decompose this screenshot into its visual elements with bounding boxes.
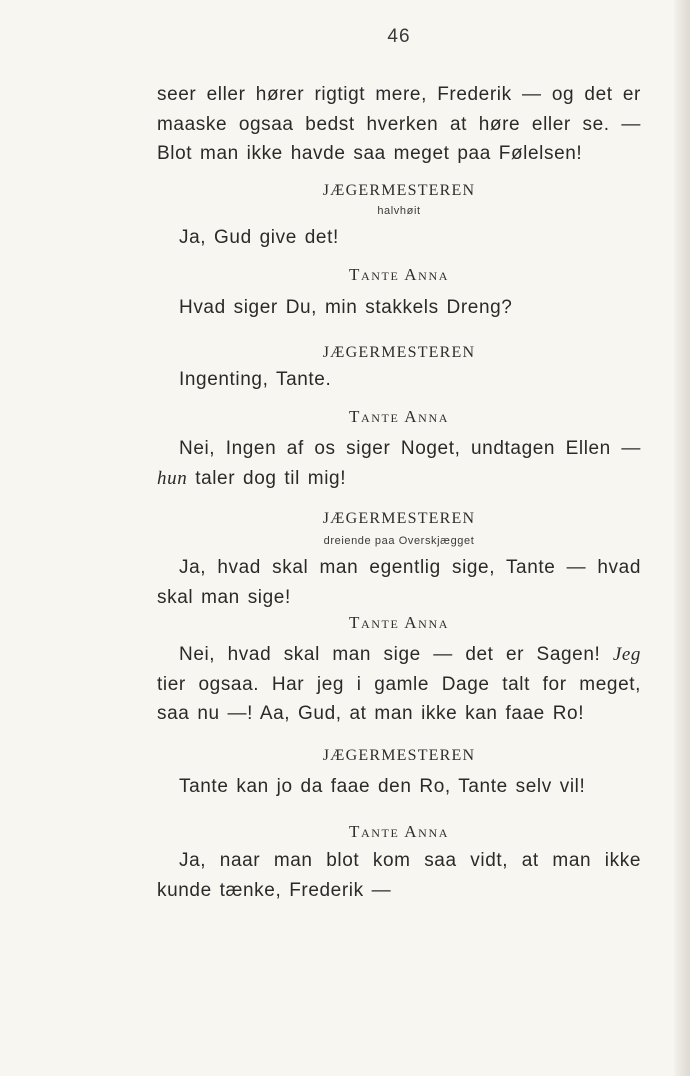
- text-line: Blot man ikke havde saa meget paa Følelsen!: [157, 143, 583, 164]
- italic-emphasis: hun: [157, 467, 188, 489]
- stage-direction: dreiende paa Overskjægget: [323, 535, 475, 547]
- speaker-name: Tante Anna: [349, 265, 449, 284]
- text-line: Ja, Gud give det!: [179, 227, 339, 248]
- text-line: Tante kan jo da faae den Ro, Tante selv vil!: [179, 776, 586, 797]
- text-line: maaske ogsaa bedst hverken at høre eller se. —: [157, 113, 641, 135]
- dialogue: [157, 223, 641, 253]
- text-line: saa nu —! Aa, Gud, at man ikke kan faae Ro!: [157, 703, 585, 724]
- speaker-name: JÆGERMESTEREN: [322, 747, 476, 764]
- speaker-name: Tante Anna: [349, 407, 449, 426]
- text-line: seer eller hører rigtigt mere, Frederik — og det er: [157, 84, 641, 105]
- italic-emphasis: Jeg: [612, 644, 641, 665]
- text-line: skal man sige!: [157, 586, 291, 608]
- text-line: Ja, naar man blot kom saa vidt, at man ikke: [179, 850, 641, 871]
- page-number: 46: [387, 26, 411, 47]
- text-line: Nei, Ingen af os siger Noget, undtagen Ellen —: [179, 438, 641, 459]
- text-line: tier ogsaa. Har jeg i gamle Dage talt for meget,: [157, 673, 641, 695]
- speaker-name: Tante Anna: [349, 613, 449, 632]
- speaker-name: JÆGERMESTEREN: [322, 510, 476, 527]
- text-fragment: Nei, hvad skal man sige — det er Sagen!: [179, 644, 613, 665]
- text-line: kunde tænke, Frederik —: [157, 879, 392, 901]
- dialogue: [157, 640, 641, 729]
- text-fragment: taler dog til mig!: [187, 467, 347, 489]
- dialogue: [157, 434, 641, 493]
- dialogue: [157, 772, 641, 802]
- text-line: Ja, hvad skal man egentlig sige, Tante — hvad: [179, 557, 641, 578]
- text-line: Hvad siger Du, min stakkels Dreng?: [179, 297, 513, 318]
- speaker-name: JÆGERMESTEREN: [322, 344, 476, 361]
- stage-direction: halvhøit: [377, 205, 421, 217]
- page-edge: [674, 0, 690, 1076]
- text-line: [157, 464, 641, 494]
- speaker-name: Tante Anna: [349, 822, 449, 841]
- dialogue: [157, 365, 641, 395]
- speaker-name: JÆGERMESTEREN: [322, 182, 476, 199]
- text-line: Ingenting, Tante.: [179, 369, 332, 390]
- dialogue: [157, 846, 641, 905]
- text-line: [157, 640, 641, 670]
- opening-paragraph: [157, 80, 641, 169]
- dialogue: [157, 293, 641, 323]
- dialogue: [157, 553, 641, 612]
